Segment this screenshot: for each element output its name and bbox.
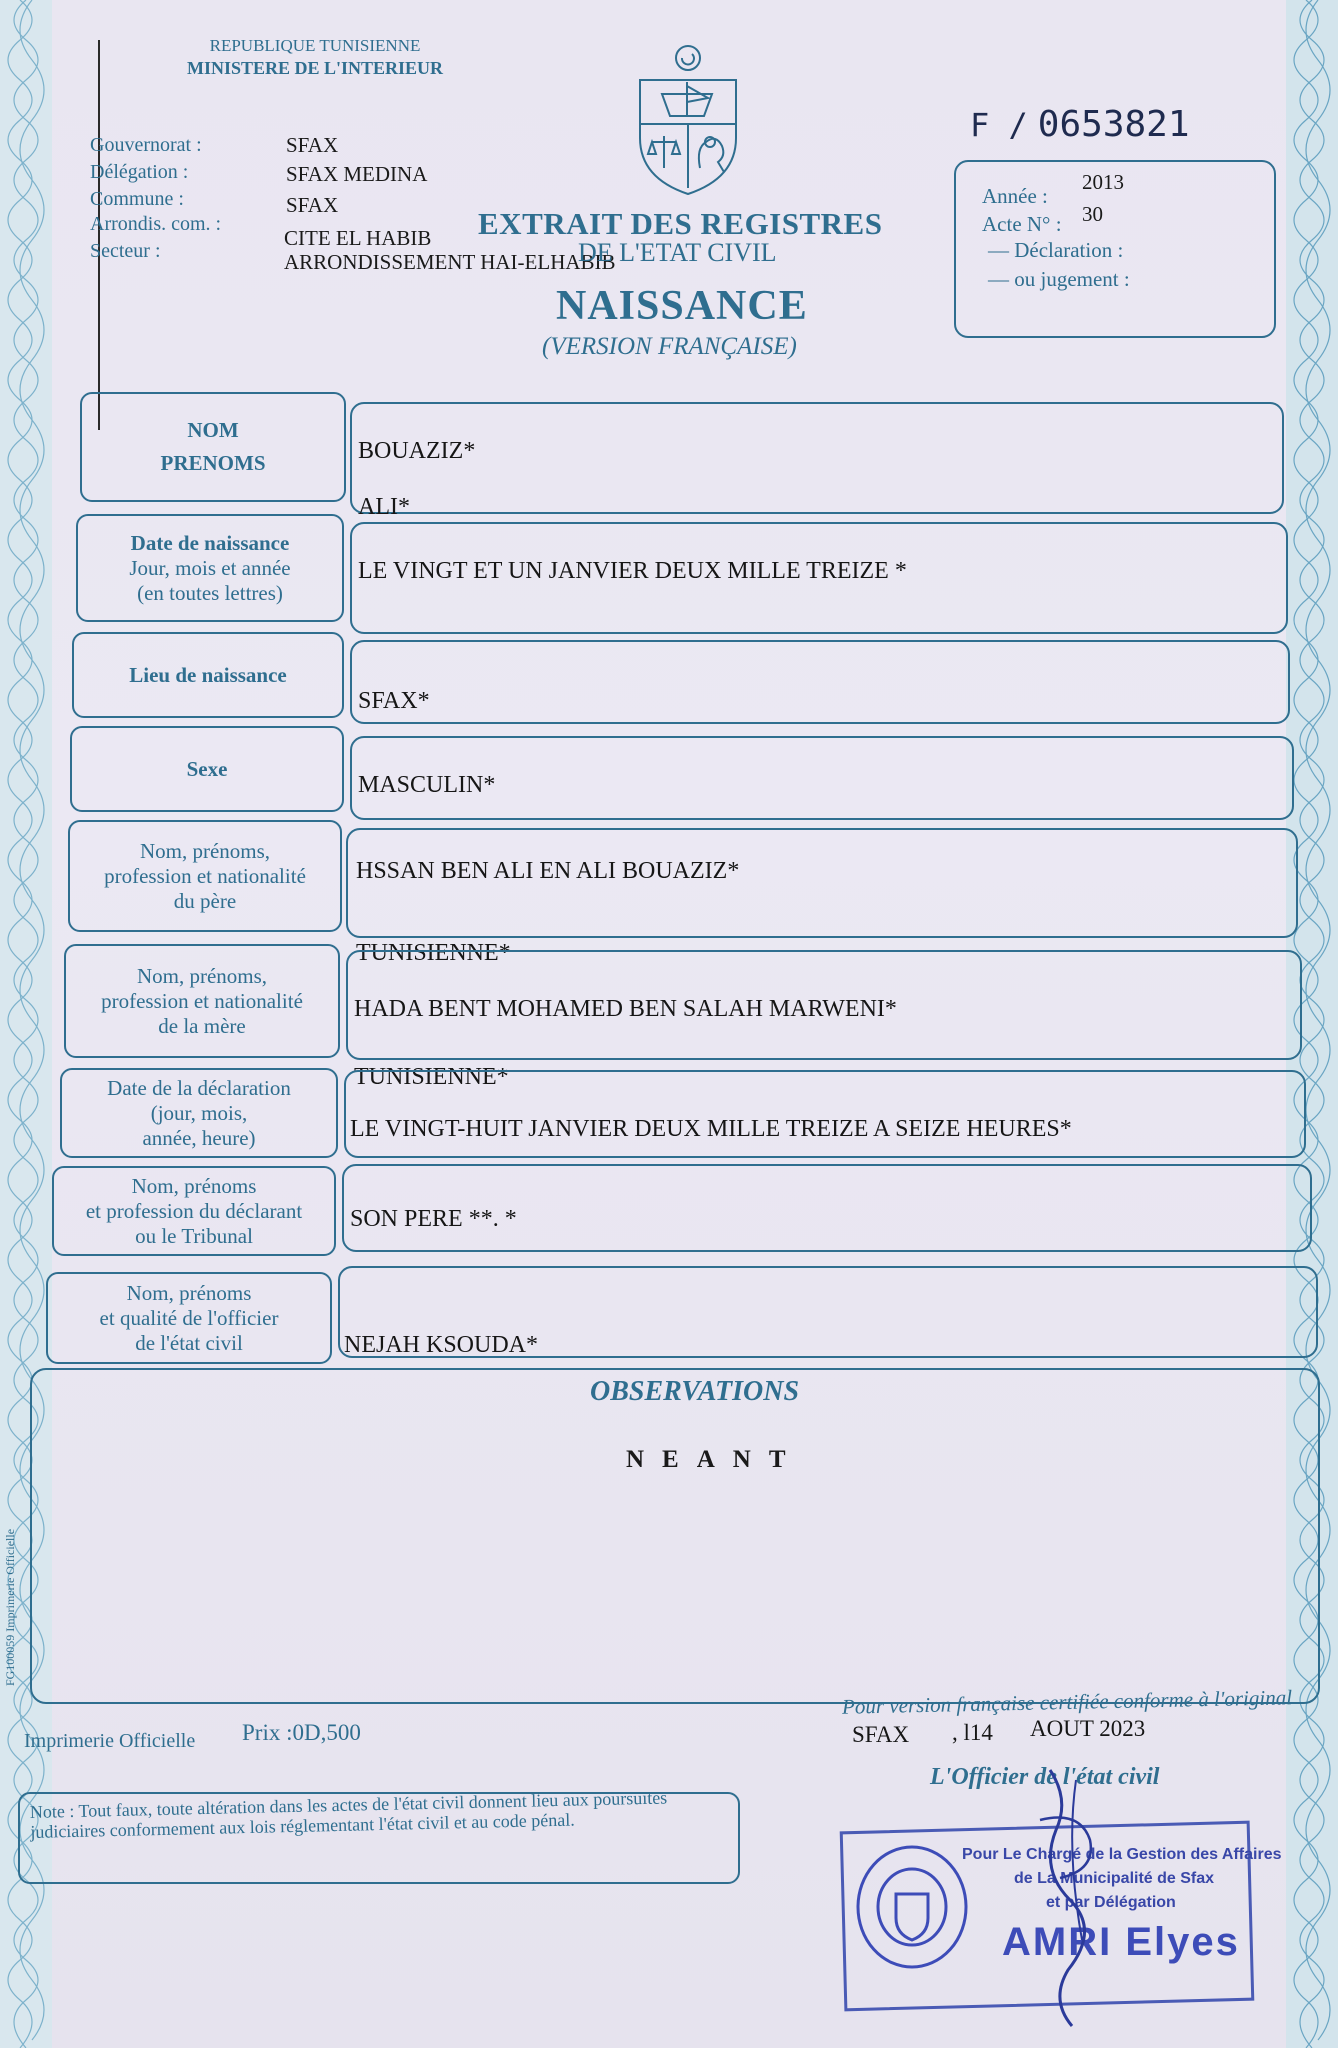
label-line: de la mère	[158, 1013, 246, 1038]
label-line: du père	[173, 888, 237, 913]
label-line: Nom, prénoms,	[136, 963, 268, 988]
label-lieu-naissance	[72, 632, 344, 718]
label-line: Date de naissance	[130, 530, 290, 555]
country-name: REPUBLIQUE TUNISIENNE	[209, 36, 421, 55]
label-line: Nom, prénoms	[126, 1280, 252, 1305]
date-signed: AOUT 2023	[1030, 1716, 1146, 1741]
document-subtitle-version: (VERSION FRANÇAISE)	[542, 333, 797, 360]
field-label-gouvernorat: Gouvernorat :	[90, 134, 202, 156]
handwritten-signature	[1010, 1760, 1130, 2030]
observations-title: OBSERVATIONS	[590, 1376, 800, 1407]
label-line: ou le Tribunal	[135, 1223, 253, 1248]
label-line: et profession du déclarant	[85, 1198, 303, 1223]
value-box-lieu-naissance	[350, 640, 1290, 724]
label-line: profession et nationalité	[104, 863, 306, 888]
label-line: profession et nationalité	[101, 988, 303, 1013]
label-date-naissance	[76, 514, 344, 622]
side-print-reference: FG100059 Imprimerie Officielle	[3, 1528, 18, 1687]
label-line: année, heure)	[142, 1125, 256, 1150]
value-pere-nom: HSSAN BEN ALI EN ALI BOUAZIZ*	[356, 858, 740, 884]
value-mere-nationalite: TUNISIENNE*	[354, 1064, 509, 1090]
field-value-arrondissement: CITE EL HABIB	[284, 226, 432, 250]
label-line: Nom, prénoms	[131, 1173, 257, 1198]
field-label-arrondissement: Arrondis. com. :	[90, 213, 222, 235]
label-date-declaration	[60, 1068, 338, 1158]
document-title-naissance: NAISSANCE	[556, 283, 808, 329]
stamp-line-3: et par Délégation	[1046, 1894, 1176, 1911]
field-label-commune: Commune :	[90, 188, 184, 210]
label-line: Nom, prénoms,	[139, 838, 271, 863]
value-nom: BOUAZIZ*	[358, 438, 476, 464]
coat-of-arms-emblem	[632, 38, 744, 198]
stamp-line-2: de La Municipalité de Sfax	[1014, 1870, 1215, 1887]
label-line: Sexe	[186, 756, 228, 781]
field-value-delegation: SFAX MEDINA	[286, 162, 428, 186]
stamp-line-1: Pour Le Chargé de la Gestion des Affaires	[962, 1846, 1282, 1863]
label-line: NOM	[187, 418, 239, 442]
acte-number-value: 30	[1082, 202, 1103, 226]
value-date-naissance: LE VINGT ET UN JANVIER DEUX MILLE TREIZE *	[358, 558, 907, 584]
value-officier: NEJAH KSOUDA*	[344, 1332, 539, 1358]
field-label-secteur: Secteur :	[90, 240, 161, 262]
municipal-seal-icon	[852, 1842, 972, 1972]
stamp-officer-name: AMRI Elyes	[1002, 1920, 1240, 1964]
document-title-registers: EXTRAIT DES REGISTRES	[478, 206, 883, 241]
value-date-declaration: LE VINGT-HUIT JANVIER DEUX MILLE TREIZE A SEIZE HEURES*	[350, 1116, 1072, 1142]
value-declarant: SON PERE **. *	[350, 1206, 517, 1232]
price: Prix :0D,500	[242, 1720, 361, 1745]
field-value-commune: SFAX	[286, 193, 339, 217]
declaration-label: — Déclaration :	[988, 238, 1124, 262]
value-box-date-declaration	[344, 1070, 1306, 1158]
value-box-nom-prenoms	[350, 402, 1284, 514]
label-line: Jour, mois et année	[129, 555, 291, 580]
label-line: (jour, mois,	[150, 1100, 248, 1125]
value-pere-nationalite: TUNISIENNE*	[356, 940, 511, 966]
value-sexe: MASCULIN*	[358, 772, 496, 798]
ministry-name: MINISTERE DE L'INTERIEUR	[186, 58, 444, 78]
acte-number-label: Acte N° :	[982, 212, 1062, 236]
label-line: Date de la déclaration	[107, 1075, 291, 1100]
annee-label: Année :	[982, 184, 1048, 208]
value-mere-nom: HADA BENT MOHAMED BEN SALAH MARWENI*	[354, 996, 897, 1022]
printer-name: Imprimerie Officielle	[24, 1730, 196, 1752]
serial-prefix: F /	[970, 106, 1028, 144]
observations-box	[30, 1368, 1320, 1704]
label-pere	[68, 820, 342, 932]
serial-number	[970, 104, 1190, 145]
serial-value: 0653821	[1037, 104, 1190, 145]
label-officier	[46, 1272, 332, 1364]
value-prenom: ALI*	[358, 494, 410, 520]
officer-title: L'Officier de l'état civil	[930, 1764, 1160, 1790]
label-line: (en toutes lettres)	[137, 580, 283, 605]
legal-note: Note : Tout faux, toute altération dans les actes de l'état civil donnent lieu aux poursuites judiciaires conformement aux lois réglementant l'état civil et au code pénal.	[29, 1787, 668, 1842]
label-line: et qualité de l'officier	[99, 1305, 279, 1330]
field-value-secteur: ARRONDISSEMENT HAI-ELHABIB	[284, 250, 616, 274]
field-label-delegation: Délégation :	[90, 161, 189, 183]
label-declarant	[52, 1166, 336, 1256]
annee-value: 2013	[1082, 170, 1124, 194]
label-line: PRENOMS	[160, 451, 266, 475]
label-nom-prenoms	[80, 392, 346, 502]
label-line: Lieu de naissance	[129, 662, 287, 687]
label-mere	[64, 944, 340, 1058]
field-value-gouvernorat: SFAX	[286, 133, 339, 157]
place-signed: SFAX	[852, 1722, 910, 1747]
value-lieu-naissance: SFAX*	[358, 688, 430, 714]
certified-statement: Pour version française certifiée conforme à l'original	[841, 1685, 1293, 1719]
jugement-label: — ou jugement :	[988, 267, 1130, 291]
day-signed: , l14	[952, 1720, 993, 1745]
label-sexe	[70, 726, 344, 812]
observations-text: NEANT	[626, 1446, 804, 1473]
label-line: de l'état civil	[135, 1330, 243, 1355]
document-title-etat-civil: DE L'ETAT CIVIL	[578, 238, 777, 267]
